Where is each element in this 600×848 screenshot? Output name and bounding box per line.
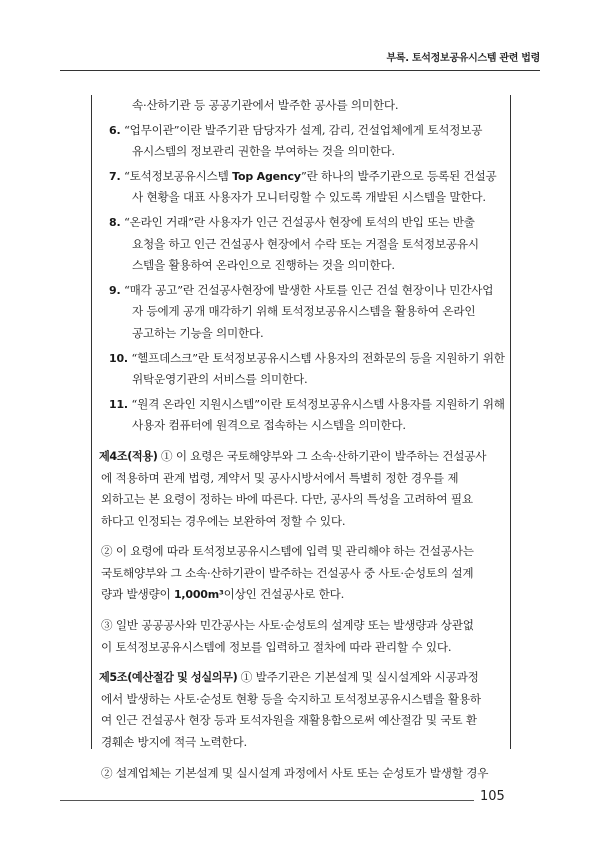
article-4-p3-line-2: 이 토석정보공유시스템에 정보를 입력하고 절차에 따라 관리할 수 있다. bbox=[101, 639, 452, 654]
definition-item-9: 9. “매각 공고”란 건설공사현장에 발생한 사토를 인근 건설 현장이나 민간사업 bbox=[109, 282, 494, 297]
article-5-p2-line-1: ② 설계업체는 기본설계 및 실시설계 과정에서 사토 또는 순성토가 발생할 경우 bbox=[101, 765, 489, 780]
footer-divider bbox=[60, 800, 474, 801]
continuation-line: 속·산하기관 등 공공기관에서 발주한 공사를 의미한다. bbox=[132, 98, 399, 112]
article-5-label: 제5조(예산절감 및 성실의무) bbox=[99, 671, 238, 685]
article-4-p3-line-1: ③ 일반 공공공사와 민간공사는 사토·순성토의 설계량 또는 발생량과 상관없 bbox=[101, 618, 474, 633]
definition-item-7-line-2: 사 현황을 대표 사용자가 모니터링할 수 있도록 개발된 시스템을 말한다. bbox=[132, 190, 486, 205]
page-number: 105 bbox=[480, 789, 505, 804]
article-4-p1-line-2: 에 적용하며 관계 법령, 계약서 및 공사시방서에서 특별히 정한 경우를 제 bbox=[101, 470, 459, 485]
article-4-p2-line-1: ② 이 요령에 따라 토석정보공유시스템에 입력 및 관리해야 하는 건설공사는 bbox=[101, 544, 474, 559]
article-5-p1-line-4: 경훼손 방지에 적극 노력한다. bbox=[101, 735, 247, 750]
definition-item-9-line-2: 자 등에게 공개 매각하기 위해 토석정보공유시스템을 활용하여 온라인 bbox=[132, 304, 476, 319]
article-5-p1-line-3: 여 인근 건설공사 현장 등과 토석자원을 재활용함으로써 예산절감 및 국토 환 bbox=[101, 713, 477, 728]
definition-item-7: 7. “토석정보공유시스템 Top Agency”란 하나의 발주기관으로 등록된 건설공 bbox=[109, 168, 497, 183]
definition-item-11-line-2: 사용자 컴퓨터에 원격으로 접속하는 시스템을 의미한다. bbox=[132, 418, 406, 433]
definition-item-8-line-3: 스템을 활용하여 온라인으로 진행하는 것을 의미한다. bbox=[132, 258, 395, 273]
definition-item-6-line-2: 유시스템의 정보관리 권한을 부여하는 것을 의미한다. bbox=[132, 144, 395, 159]
definition-item-10-line-2: 위탁운영기관의 서비스를 의미한다. bbox=[132, 372, 308, 387]
header-divider bbox=[60, 70, 540, 71]
running-header-title: 부록. 토석정보공유시스템 관련 법령 bbox=[386, 53, 540, 64]
article-4-heading-line: 제4조(적용) ① 이 요령은 국토해양부와 그 소속·산하기관이 발주하는 건설공사 bbox=[99, 448, 487, 463]
article-4-p2-line-2: 국토해양부와 그 소속·산하기관이 발주하는 건설공사 중 사토·순성토의 설계 bbox=[101, 565, 474, 580]
article-4-p1-line-4: 하다고 인정되는 경우에는 보완하여 정할 수 있다. bbox=[101, 513, 346, 528]
definition-item-6: 6. “업무이관”이란 발주기관 담당자가 설계, 감리, 건설업체에게 토석정보공 bbox=[109, 122, 483, 137]
article-4-label: 제4조(적용) bbox=[99, 449, 158, 463]
definition-item-9-line-3: 공고하는 기능을 의미한다. bbox=[132, 325, 264, 340]
document-body bbox=[99, 95, 503, 784]
definition-item-8: 8. “온라인 거래”란 사용자가 인근 건설공사 현장에 토석의 반입 또는 반출 bbox=[109, 214, 475, 229]
article-4-p1-line-3: 외하고는 본 요령이 정하는 바에 따른다. 다만, 공사의 특성을 고려하여 필요 bbox=[101, 492, 473, 507]
definition-item-11: 11. “원격 온라인 지원시스템”이란 토석정보공유시스템 사용자를 지원하기 위해 bbox=[109, 396, 505, 411]
article-5-heading-line: 제5조(예산절감 및 성실의무) ① 발주기관은 기본설계 및 실시설계와 시공과정 bbox=[99, 670, 479, 685]
article-4-p2-line-3: 량과 발생량이 1,000m³이상인 건설공사로 한다. bbox=[101, 587, 345, 602]
definition-item-10: 10. “헬프데스크”란 토석정보공유시스템 사용자의 전화문의 등을 지원하기 위한 bbox=[109, 350, 505, 365]
article-5-p1-line-2: 에서 발생하는 사토·순성토 현황 등을 숙지하고 토석정보공유시스템을 활용하 bbox=[101, 691, 481, 706]
definition-item-8-line-2: 요청을 하고 인근 건설공사 현장에서 수락 또는 거절을 토석정보공유시 bbox=[132, 236, 479, 251]
